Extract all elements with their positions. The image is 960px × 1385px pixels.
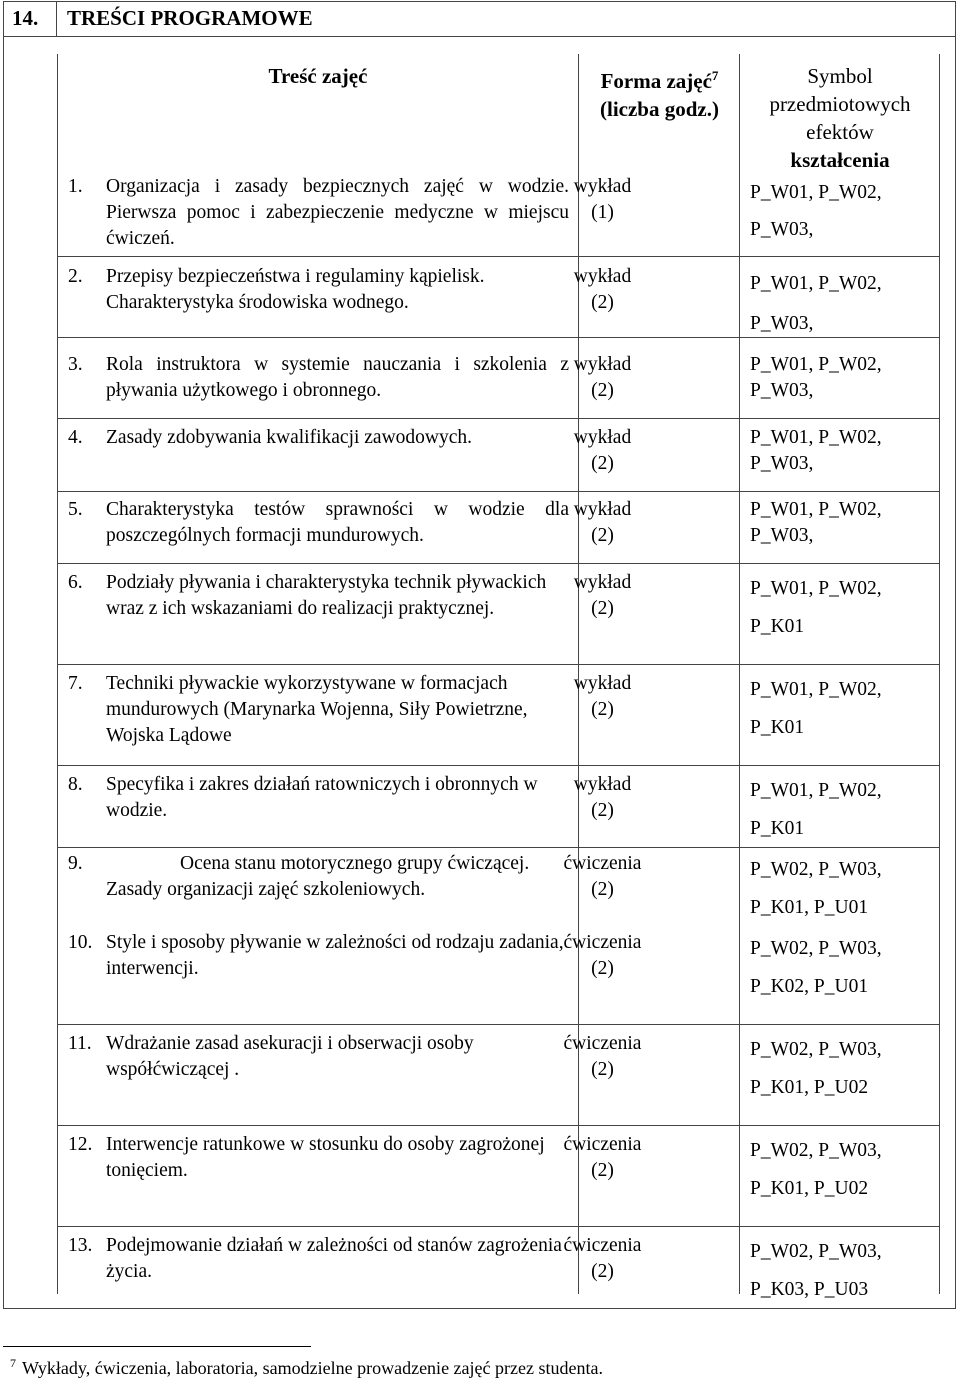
row-form-hours: (2) — [591, 699, 614, 720]
row-symbol-line2: P_K01, P_U02 — [750, 1077, 869, 1098]
row-form-type: ćwiczenia — [563, 1235, 642, 1256]
footnote-separator — [3, 1346, 311, 1347]
row-content: Rola instruktora w systemie nauczania i szkolenia z pływania użytkowego i obronnego. — [106, 354, 569, 401]
row-symbol-line1: P_W02, P_W03, — [750, 859, 882, 880]
row-form — [522, 671, 683, 723]
row-number: 7. — [68, 673, 83, 694]
row-number: 6. — [68, 572, 83, 593]
row-number: 1. — [68, 176, 83, 197]
header-symbol-line4: kształcenia — [790, 148, 890, 172]
row-symbols — [750, 671, 882, 747]
row-symbol-line2: P_K01 — [750, 717, 805, 738]
row-symbol-line2: P_K01 — [750, 818, 805, 839]
section-title: TREŚCI PROGRAMOWE — [57, 1, 956, 37]
row-form-hours: (2) — [591, 380, 614, 401]
row-symbol-line2: P_K01 — [750, 616, 805, 637]
row-symbol-line1: P_W01, P_W02, — [750, 679, 882, 700]
header-content: Treść zajęć — [268, 64, 368, 88]
row-divider — [57, 1024, 940, 1025]
row-symbol-line2: P_W03, — [750, 313, 814, 334]
row-form — [522, 352, 683, 404]
row-content: Organizacja i zasady bezpiecznych zajęć w wodzie. Pierwsza pomoc i zabezpieczenie medyczne w miejscu ćwiczeń. — [106, 176, 569, 249]
row-symbols — [750, 570, 882, 646]
row-symbols — [750, 425, 882, 477]
row-form — [522, 1233, 683, 1285]
row-symbols — [750, 352, 882, 404]
row-symbol-line1: P_W02, P_W03, — [750, 1140, 882, 1161]
row-symbol-line2: P_W03, — [750, 219, 814, 240]
row-symbol-line2: P_K01, P_U02 — [750, 1178, 869, 1199]
row-number: 8. — [68, 774, 83, 795]
row-form-hours: (1) — [591, 202, 614, 223]
row-symbol-line1: P_W02, P_W03, — [750, 1039, 882, 1060]
row-symbols — [750, 174, 882, 248]
row-form — [522, 930, 683, 982]
row-number: 4. — [68, 427, 83, 448]
row-content: Podejmowanie działań w zależności od stanów zagrożenia życia. — [106, 1235, 562, 1282]
header-form — [579, 62, 740, 123]
header-symbol-line3: efektów — [806, 120, 874, 144]
row-form-type: ćwiczenia — [563, 1134, 642, 1155]
row-number: 5. — [68, 499, 83, 520]
row-symbols — [750, 851, 882, 927]
row-number: 11. — [68, 1033, 92, 1054]
row-form-type: wykład — [573, 427, 632, 448]
row-divider — [57, 664, 940, 665]
row-form-hours: (2) — [591, 1160, 614, 1181]
row-form-type: wykład — [573, 673, 632, 694]
row-divider — [57, 491, 940, 492]
row-form-hours: (2) — [591, 800, 614, 821]
row-form — [522, 851, 683, 903]
row-content: Charakterystyka testów sprawności w wodzie dla poszczególnych formacji mundurowych. — [106, 499, 569, 546]
row-symbol-line1: P_W01, P_W02, — [750, 273, 882, 294]
row-content: Interwencje ratunkowe w stosunku do osoby zagrożonej tonięciem. — [106, 1134, 545, 1181]
row-divider — [57, 765, 940, 766]
row-form-type: ćwiczenia — [563, 932, 642, 953]
row-symbols — [750, 1031, 882, 1107]
row-symbol-line2: P_K02, P_U01 — [750, 976, 869, 997]
row-symbol-line2: P_W03, — [750, 453, 814, 474]
footnote-text: Wykłady, ćwiczenia, laboratoria, samodzielne prowadzenie zajęć przez studenta. — [22, 1358, 603, 1378]
row-number: 9. — [68, 853, 83, 874]
row-symbol-line1: P_W01, P_W02, — [750, 578, 882, 599]
footnote-mark: 7 — [10, 1356, 16, 1370]
section-number: 14. — [3, 1, 57, 37]
row-form — [522, 264, 683, 316]
row-form — [522, 1132, 683, 1184]
row-form — [522, 425, 683, 477]
row-form — [522, 772, 683, 824]
row-content: Techniki pływackie wykorzystywane w formacjach mundurowych (Marynarka Wojenna, Siły Powietrzne, Wojska Lądowe — [106, 673, 528, 746]
row-symbol-line1: P_W01, P_W02, — [750, 427, 882, 448]
row-number: 10. — [68, 932, 93, 953]
header-symbol-line2: przedmiotowych — [769, 92, 911, 116]
row-number: 12. — [68, 1134, 93, 1155]
row-form-hours: (2) — [591, 598, 614, 619]
row-form-type: wykład — [573, 774, 632, 795]
row-form-hours: (2) — [591, 453, 614, 474]
row-form — [522, 174, 683, 226]
row-symbol-line1: P_W01, P_W02, — [750, 182, 882, 203]
row-divider — [57, 418, 940, 419]
row-symbol-line2: P_K03, P_U03 — [750, 1279, 869, 1300]
row-symbols — [750, 497, 882, 549]
row-content: Wdrażanie zasad asekuracji i obserwacji osoby współćwiczącej . — [106, 1033, 474, 1080]
row-content: Podziały pływania i charakterystyka technik pływackich wraz z ich wskazaniami do realizacji praktycznej. — [106, 572, 547, 619]
row-symbols — [750, 772, 882, 848]
row-symbol-line1: P_W02, P_W03, — [750, 1241, 882, 1262]
row-symbol-line2: P_K01, P_U01 — [750, 897, 869, 918]
header-form-footnote-mark: 7 — [711, 68, 719, 83]
row-form — [522, 1031, 683, 1083]
row-form-hours: (2) — [591, 1059, 614, 1080]
row-form-type: wykład — [573, 176, 632, 197]
row-content: Specyfika i zakres działań ratowniczych i obronnych w wodzie. — [106, 774, 538, 821]
row-divider — [57, 563, 940, 564]
row-form — [522, 570, 683, 622]
row-form-hours: (2) — [591, 525, 614, 546]
row-symbol-line1: P_W01, P_W02, — [750, 499, 882, 520]
row-symbols — [750, 1132, 882, 1208]
footnote — [10, 1356, 603, 1379]
row-content: Style i sposoby pływanie w zależności od rodzaju zadania, interwencji. — [106, 932, 564, 979]
row-divider — [57, 256, 940, 257]
row-symbol-line2: P_W03, — [750, 525, 814, 546]
row-symbol-line1: P_W01, P_W02, — [750, 780, 882, 801]
row-number: 3. — [68, 354, 83, 375]
row-symbols — [750, 930, 882, 1006]
row-form-hours: (2) — [591, 879, 614, 900]
row-content: Ocena stanu motorycznego grupy ćwiczącej. Zasady organizacji zajęć szkoleniowych. — [106, 853, 530, 900]
row-divider — [57, 1226, 940, 1227]
row-divider — [57, 1125, 940, 1126]
row-form — [522, 497, 683, 549]
header-form-line2: (liczba godz.) — [600, 97, 719, 121]
row-symbols — [750, 264, 882, 344]
row-form-type: wykład — [573, 499, 632, 520]
row-form-type: ćwiczenia — [563, 853, 642, 874]
row-form-type: wykład — [573, 266, 632, 287]
row-form-type: wykład — [573, 354, 632, 375]
header-symbol-line1: Symbol — [807, 64, 873, 88]
row-symbol-line1: P_W02, P_W03, — [750, 938, 882, 959]
row-content: Zasady zdobywania kwalifikacji zawodowych. — [106, 427, 473, 448]
row-content: Przepisy bezpieczeństwa i regulaminy kąpielisk. Charakterystyka środowiska wodnego. — [106, 266, 485, 313]
row-symbol-line2: P_W03, — [750, 380, 814, 401]
row-number: 2. — [68, 266, 83, 287]
row-form-hours: (2) — [591, 1261, 614, 1282]
header-form-line1: Forma zajęć — [600, 69, 712, 93]
row-symbols — [750, 1233, 882, 1309]
row-number: 13. — [68, 1235, 93, 1256]
header-symbol — [740, 62, 940, 174]
row-form-type: ćwiczenia — [563, 1033, 642, 1054]
row-form-type: wykład — [573, 572, 632, 593]
row-symbol-line1: P_W01, P_W02, — [750, 354, 882, 375]
row-form-hours: (2) — [591, 958, 614, 979]
row-form-hours: (2) — [591, 292, 614, 313]
